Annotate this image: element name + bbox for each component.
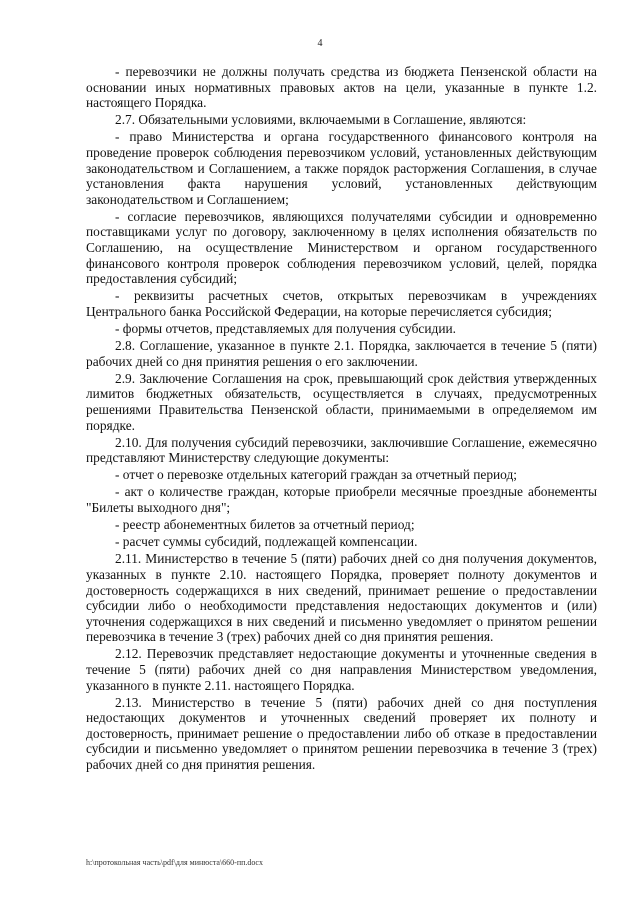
paragraph: 2.9. Заключение Соглашения на срок, превышающий срок действия утвержденных лимитов бюджетных обязательств, осуществляется в случаях, предусмотренных решениями Правительства Пензенской области, принимаемыми в определяемом им порядке. <box>86 370 597 433</box>
paragraph: 2.12. Перевозчик представляет недостающие документы и уточненные сведения в течение 5 (пяти) рабочих дней со дня направления Министерством уведомления, указанного в пункте 2.11. настоящего Порядка. <box>86 646 597 693</box>
footer-file-path: h:\протокольная часть\pdf\для минюста\660-пп.docx <box>86 858 263 867</box>
paragraph: - формы отчетов, представляемых для получения субсидии. <box>115 321 456 336</box>
paragraph: 2.8. Соглашение, указанное в пункте 2.1. Порядка, заключается в течение 5 (пяти) рабочих дней со дня принятия решения о его заключении. <box>86 338 597 369</box>
paragraph: - перевозчики не должны получать средства из бюджета Пензенской области на основании иных нормативных правовых актов на цели, указанные в пункте 1.2. настоящего Порядка. <box>86 64 597 111</box>
paragraph: - отчет о перевозке отдельных категорий граждан за отчетный период; <box>115 467 518 483</box>
paragraph: 2.13. Министерство в течение 5 (пяти) рабочих дней со дня поступления недостающих документов и уточненных сведений проверяет их полноту и достоверность, принимает решение о предоставлении либо об отказе в предоставлении субсидии и письменно уведомляет о принятом решении перевозчика в течение 3 (трех) рабочих дней со дня принятия решения. <box>86 694 597 773</box>
paragraph: - акт о количестве граждан, которые приобрели месячные проездные абонементы "Билеты выходного дня"; <box>86 484 597 516</box>
document-body <box>86 64 597 774</box>
paragraph: - согласие перевозчиков, являющихся получателями субсидии и одновременно поставщиками услуг по договору, заключенному в целях исполнения обязательств по Соглашению, на осуществление Министерством и органом государственного финансового контроля проверок соблюдения перевозчиком условий, целей, порядка предоставления субсидий; <box>86 208 597 287</box>
paragraph: - расчет суммы субсидий, подлежащей компенсации. <box>115 534 418 550</box>
paragraph: - реквизиты расчетных счетов, открытых перевозчикам в учреждениях Центрального банка Российской Федерации, на которые перечисляется субсидия; <box>86 288 597 319</box>
page-number: 4 <box>317 38 323 49</box>
paragraph: - реестр абонементных билетов за отчетный период; <box>115 517 415 533</box>
paragraph: 2.10. Для получения субсидий перевозчики, заключившие Соглашение, ежемесячно представляют Министерству следующие документы: <box>86 434 597 466</box>
paragraph: 2.7. Обязательными условиями, включаемыми в Соглашение, являются: <box>115 112 527 128</box>
paragraph: 2.11. Министерство в течение 5 (пяти) рабочих дней со дня получения документов, указанных в пункте 2.10. настоящего Порядка, проверяет полноту документов и достоверность содержащихся в них сведений, принимает решение о предоставлении субсидии либо о необходимости представления недостающих документов и (или) уточнения содержащихся в них сведений и письменно уведомляет о принятом решении перевозчика в течение 3 (трех) рабочих дней со дня принятия решения. <box>86 551 597 645</box>
paragraph: - право Министерства и органа государственного финансового контроля на проведение проверок соблюдения перевозчиком условий, установленных действующим законодательством и Соглашением, а также порядок расторжения Соглашения, в случае установления факта нарушения условий, установленных действующим законодательством и Соглашением; <box>86 129 597 207</box>
